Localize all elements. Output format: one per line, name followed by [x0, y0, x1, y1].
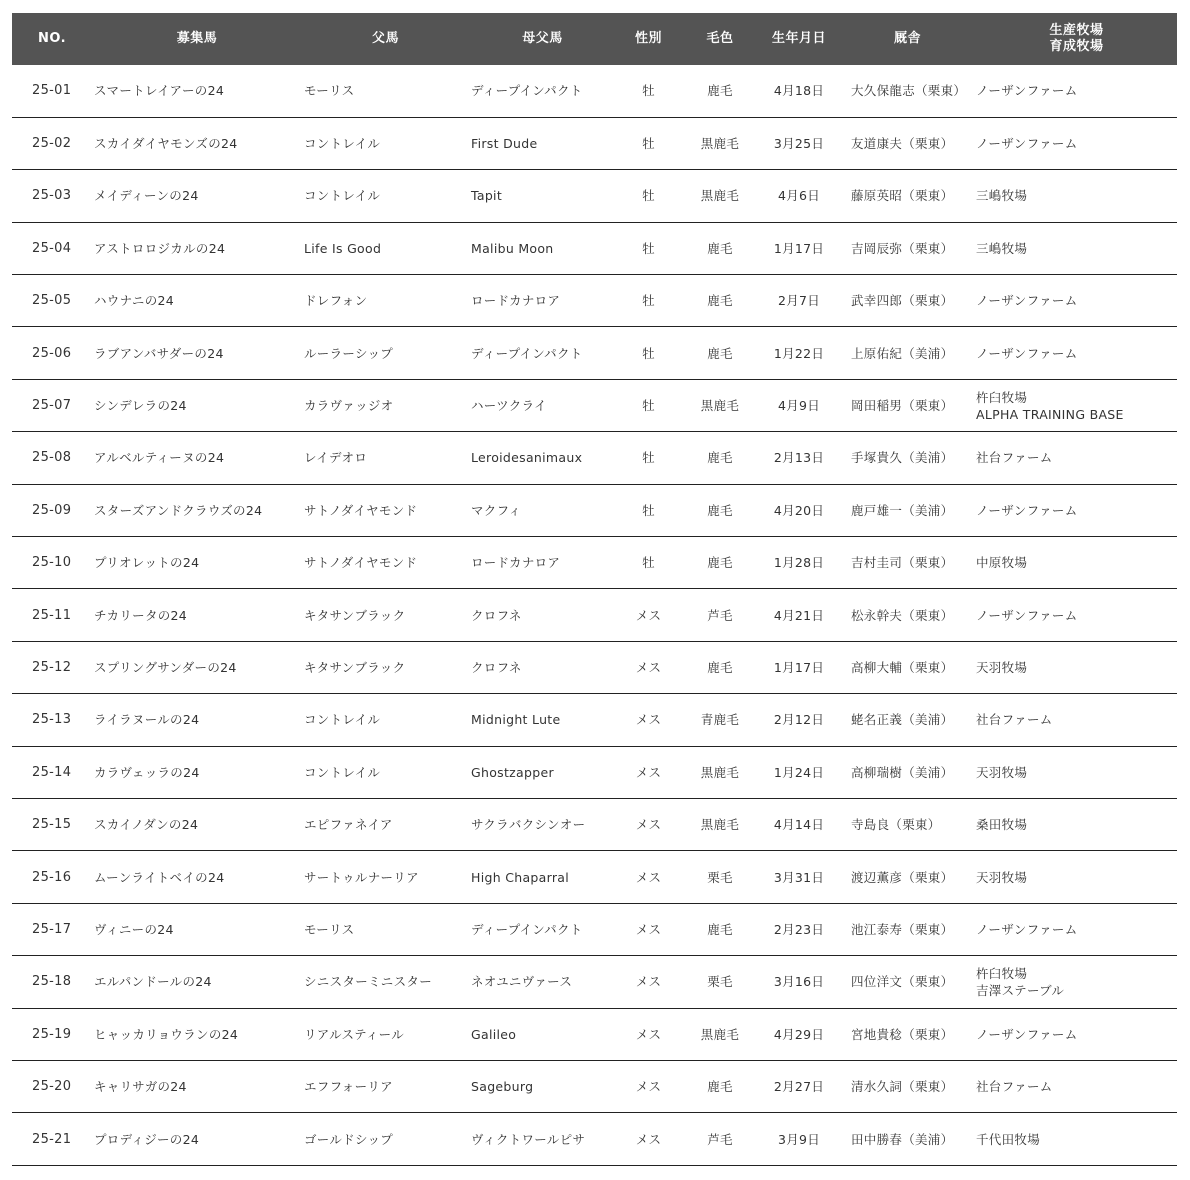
- farm-name: 天羽牧場: [976, 659, 1028, 675]
- cell-no: 25-07: [32, 398, 72, 414]
- horse-listing-table: [12, 13, 1177, 1166]
- cell-damsire: Malibu Moon: [471, 240, 554, 256]
- cell-horse-name: シンデレラの24: [94, 398, 187, 414]
- cell-farm: [976, 222, 1177, 274]
- cell-damsire: Ghostzapper: [471, 764, 554, 780]
- cell-coat-color: 栗毛: [707, 974, 733, 990]
- table-row: [12, 798, 1177, 850]
- cell-no: 25-17: [32, 921, 72, 937]
- cell-horse-name: ヴィニーの24: [94, 921, 174, 937]
- cell-no: 25-08: [32, 450, 72, 466]
- cell-sire: エピファネイア: [304, 817, 393, 833]
- cell-no: 25-02: [32, 136, 72, 152]
- farm-name: ノーザンファーム: [976, 293, 1078, 309]
- cell-sire: ドレフォン: [304, 293, 368, 309]
- cell-damsire: ロードカナロア: [471, 555, 561, 571]
- cell-coat-color: 鹿毛: [707, 83, 733, 99]
- cell-horse-name: ラブアンバサダーの24: [94, 345, 224, 361]
- cell-stable: 四位洋文（栗東）: [851, 974, 954, 990]
- farm-name: 社台ファーム: [976, 1079, 1053, 1095]
- farm-name: ノーザンファーム: [976, 1026, 1078, 1042]
- cell-stable: 清水久詞（栗東）: [851, 1079, 954, 1095]
- table-row: [12, 432, 1177, 484]
- cell-sire: シニスターミニスター: [304, 974, 433, 990]
- cell-damsire: Galileo: [471, 1026, 517, 1042]
- cell-horse-name: キャリサガの24: [94, 1079, 187, 1095]
- cell-birthdate: 1月24日: [773, 764, 825, 780]
- cell-stable: 大久保龍志（栗東）: [851, 83, 967, 99]
- table-row: [12, 1060, 1177, 1112]
- cell-no: 25-13: [32, 712, 72, 728]
- cell-no: 25-10: [32, 555, 72, 571]
- table-header: [12, 13, 1177, 65]
- cell-horse-name: カラヴェッラの24: [94, 764, 200, 780]
- cell-stable: 武幸四郎（栗東）: [851, 293, 954, 309]
- cell-birthdate: 1月28日: [773, 555, 825, 571]
- farm-name: 社台ファーム: [976, 450, 1053, 466]
- table-row: [12, 484, 1177, 536]
- cell-birthdate: 1月22日: [773, 345, 825, 361]
- header-farm-training: 育成牧場: [1049, 39, 1104, 54]
- cell-damsire: マクフィ: [471, 502, 522, 518]
- cell-horse-name: プリオレットの24: [94, 555, 200, 571]
- cell-no: 25-12: [32, 659, 72, 675]
- cell-birthdate: 4月20日: [773, 502, 825, 518]
- cell-coat-color: 鹿毛: [707, 240, 733, 256]
- cell-no: 25-03: [32, 188, 72, 204]
- farm-name: ノーザンファーム: [976, 502, 1078, 518]
- cell-damsire: ネオユニヴァース: [471, 974, 573, 990]
- header-no: NO.: [37, 31, 67, 46]
- cell-coat-color: 鹿毛: [707, 502, 733, 518]
- cell-stable: 高柳大輔（栗東）: [851, 659, 954, 675]
- cell-horse-name: メイディーンの24: [94, 188, 199, 204]
- cell-no: 25-15: [32, 817, 72, 833]
- cell-birthdate: 4月14日: [773, 817, 825, 833]
- cell-sex: 牡: [642, 450, 655, 466]
- cell-birthdate: 4月18日: [773, 83, 825, 99]
- cell-damsire: Tapit: [471, 188, 503, 204]
- cell-birthdate: 2月13日: [773, 450, 825, 466]
- cell-sire: サトノダイヤモンド: [304, 502, 418, 518]
- cell-stable: 蛯名正義（美浦）: [851, 712, 954, 728]
- cell-farm: [976, 1113, 1177, 1165]
- cell-sire: モーリス: [304, 921, 355, 937]
- cell-sex: 牡: [642, 83, 655, 99]
- cell-damsire: High Chaparral: [471, 869, 569, 885]
- cell-sire: リアルスティール: [304, 1026, 405, 1042]
- cell-coat-color: 栗毛: [707, 869, 733, 885]
- cell-sex: メス: [635, 1131, 662, 1147]
- cell-horse-name: アストロロジカルの24: [94, 240, 226, 256]
- cell-sex: メス: [635, 712, 662, 728]
- farm-name: 天羽牧場: [976, 869, 1028, 885]
- cell-horse-name: スプリングサンダーの24: [94, 659, 237, 675]
- cell-no: 25-04: [32, 240, 72, 256]
- cell-damsire: ハーツクライ: [471, 398, 547, 414]
- cell-sex: 牡: [642, 240, 655, 256]
- cell-stable: 上原佑紀（美浦）: [851, 345, 954, 361]
- table-row: [12, 851, 1177, 903]
- cell-farm: [976, 379, 1177, 431]
- cell-farm: [976, 694, 1177, 746]
- cell-sex: 牡: [642, 555, 655, 571]
- cell-sex: 牡: [642, 502, 655, 518]
- cell-coat-color: 芦毛: [707, 607, 733, 623]
- table-row: [12, 694, 1177, 746]
- cell-damsire: サクラバクシンオー: [471, 817, 586, 833]
- cell-farm: [976, 641, 1177, 693]
- header-row: [12, 13, 1177, 65]
- farm-name: 三嶋牧場: [976, 188, 1028, 204]
- farm-name: 杵臼牧場: [976, 389, 1028, 405]
- farm-name: ノーザンファーム: [976, 345, 1078, 361]
- cell-birthdate: 2月12日: [773, 712, 825, 728]
- cell-damsire: ヴィクトワールピサ: [471, 1131, 586, 1147]
- cell-coat-color: 鹿毛: [707, 345, 733, 361]
- farm-name: ノーザンファーム: [976, 607, 1078, 623]
- cell-no: 25-14: [32, 764, 72, 780]
- cell-stable: 寺島良（栗東）: [851, 817, 941, 833]
- cell-farm: [976, 537, 1177, 589]
- cell-farm: [976, 851, 1177, 903]
- cell-farm: [976, 798, 1177, 850]
- table-row: [12, 170, 1177, 222]
- cell-sire: コントレイル: [304, 188, 381, 204]
- cell-stable: 岡田稲男（栗東）: [851, 398, 954, 414]
- cell-horse-name: チカリータの24: [94, 607, 188, 623]
- cell-sire: モーリス: [304, 83, 355, 99]
- cell-damsire: クロフネ: [471, 659, 522, 675]
- cell-no: 25-06: [32, 345, 72, 361]
- cell-birthdate: 3月16日: [773, 974, 825, 990]
- cell-stable: 友道康夫（栗東）: [851, 136, 954, 152]
- cell-horse-name: ムーンライトベイの24: [94, 869, 225, 885]
- cell-coat-color: 鹿毛: [707, 293, 733, 309]
- farm-name: 三嶋牧場: [976, 240, 1028, 256]
- cell-horse-name: スカイノダンの24: [94, 817, 199, 833]
- cell-sex: 牡: [642, 188, 655, 204]
- cell-horse-name: プロディジーの24: [94, 1131, 200, 1147]
- header-color: 毛色: [706, 31, 734, 46]
- cell-sex: 牡: [642, 136, 655, 152]
- table-row: [12, 222, 1177, 274]
- cell-birthdate: 4月9日: [777, 398, 821, 414]
- horse-table-container: [12, 13, 1177, 1166]
- cell-stable: 手塚貴久（美浦）: [851, 450, 954, 466]
- cell-sire: サートゥルナーリア: [304, 869, 419, 885]
- cell-no: 25-20: [32, 1079, 72, 1095]
- cell-stable: 宮地貴稔（栗東）: [851, 1026, 954, 1042]
- table-row: [12, 65, 1177, 117]
- cell-farm: [976, 484, 1177, 536]
- farm-name: 千代田牧場: [976, 1131, 1041, 1147]
- cell-farm: [976, 65, 1177, 117]
- header-sex: 性別: [634, 31, 662, 46]
- cell-coat-color: 黒鹿毛: [700, 764, 740, 780]
- cell-horse-name: スカイダイヤモンズの24: [94, 136, 238, 152]
- cell-coat-color: 黒鹿毛: [700, 817, 740, 833]
- table-row: [12, 537, 1177, 589]
- cell-birthdate: 4月6日: [777, 188, 821, 204]
- cell-horse-name: アルベルティーヌの24: [94, 450, 225, 466]
- farm-name: 中原牧場: [976, 555, 1028, 571]
- cell-coat-color: 黒鹿毛: [700, 136, 740, 152]
- cell-damsire: Sageburg: [471, 1079, 534, 1095]
- cell-no: 25-01: [32, 83, 72, 99]
- cell-stable: 池江泰寿（栗東）: [851, 921, 954, 937]
- cell-stable: 田中勝春（美浦）: [851, 1131, 954, 1147]
- table-row: [12, 903, 1177, 955]
- header-farm: [976, 13, 1177, 65]
- table-row: [12, 117, 1177, 169]
- cell-sire: レイデオロ: [304, 450, 368, 466]
- cell-damsire: ロードカナロア: [471, 293, 561, 309]
- cell-no: 25-21: [32, 1131, 72, 1147]
- cell-farm: [976, 327, 1177, 379]
- cell-horse-name: ハウナニの24: [94, 293, 175, 309]
- farm-name: 吉澤ステーブル: [976, 982, 1065, 998]
- cell-birthdate: 3月9日: [777, 1131, 821, 1147]
- cell-sire: ルーラーシップ: [304, 345, 394, 361]
- cell-stable: 松永幹夫（栗東）: [851, 607, 954, 623]
- cell-farm: [976, 170, 1177, 222]
- farm-name: 社台ファーム: [976, 712, 1053, 728]
- cell-sex: 牡: [642, 293, 655, 309]
- header-sire: 父馬: [371, 31, 399, 46]
- cell-farm: [976, 1008, 1177, 1060]
- cell-sex: メス: [635, 1079, 662, 1095]
- cell-sex: メス: [635, 817, 662, 833]
- farm-name: 天羽牧場: [976, 764, 1028, 780]
- cell-sex: メス: [635, 1026, 662, 1042]
- cell-sex: メス: [635, 659, 662, 675]
- cell-coat-color: 黒鹿毛: [700, 1026, 740, 1042]
- table-row: [12, 275, 1177, 327]
- table-row: [12, 589, 1177, 641]
- cell-damsire: Leroidesanimaux: [471, 450, 583, 466]
- farm-name: 杵臼牧場: [976, 965, 1028, 981]
- farm-name: ノーザンファーム: [976, 83, 1078, 99]
- cell-sire: コントレイル: [304, 136, 381, 152]
- farm-name: ノーザンファーム: [976, 136, 1078, 152]
- cell-sex: 牡: [642, 398, 655, 414]
- cell-coat-color: 黒鹿毛: [700, 188, 740, 204]
- header-birth: 生年月日: [771, 31, 826, 46]
- table-row: [12, 327, 1177, 379]
- cell-coat-color: 鹿毛: [707, 659, 733, 675]
- cell-stable: 藤原英昭（栗東）: [851, 188, 954, 204]
- header-farm-breeding: 生産牧場: [1049, 23, 1104, 38]
- cell-no: 25-09: [32, 502, 72, 518]
- cell-stable: 吉岡辰弥（栗東）: [851, 240, 954, 256]
- cell-sex: メス: [635, 764, 662, 780]
- cell-coat-color: 鹿毛: [707, 450, 733, 466]
- cell-birthdate: 1月17日: [773, 240, 825, 256]
- cell-sex: メス: [635, 869, 662, 885]
- cell-coat-color: 青鹿毛: [700, 712, 740, 728]
- cell-no: 25-19: [32, 1026, 72, 1042]
- cell-no: 25-11: [32, 607, 72, 623]
- table-body: [12, 65, 1177, 1165]
- header-name: 募集馬: [176, 31, 218, 46]
- cell-sire: Life Is Good: [304, 240, 382, 256]
- cell-stable: 吉村圭司（栗東）: [851, 555, 954, 571]
- farm-name: 桑田牧場: [976, 817, 1028, 833]
- cell-farm: [976, 589, 1177, 641]
- cell-damsire: ディープインパクト: [471, 83, 583, 99]
- cell-sire: コントレイル: [304, 712, 381, 728]
- cell-damsire: Midnight Lute: [471, 712, 561, 728]
- cell-coat-color: 鹿毛: [707, 555, 733, 571]
- cell-sire: キタサンブラック: [304, 659, 406, 675]
- cell-no: 25-16: [32, 869, 72, 885]
- cell-farm: [976, 275, 1177, 327]
- cell-farm: [976, 117, 1177, 169]
- table-row: [12, 379, 1177, 431]
- cell-sire: コントレイル: [304, 764, 381, 780]
- cell-birthdate: 3月31日: [773, 869, 825, 885]
- cell-farm: [976, 432, 1177, 484]
- cell-coat-color: 芦毛: [707, 1131, 733, 1147]
- cell-stable: 鹿戸雄一（美浦）: [851, 502, 954, 518]
- cell-birthdate: 1月17日: [773, 659, 825, 675]
- cell-sex: メス: [635, 607, 662, 623]
- cell-sex: 牡: [642, 345, 655, 361]
- cell-no: 25-05: [32, 293, 72, 309]
- cell-birthdate: 2月23日: [773, 921, 825, 937]
- cell-sire: ゴールドシップ: [304, 1131, 394, 1147]
- table-row: [12, 746, 1177, 798]
- cell-coat-color: 鹿毛: [707, 921, 733, 937]
- cell-birthdate: 2月27日: [773, 1079, 825, 1095]
- cell-coat-color: 黒鹿毛: [700, 398, 740, 414]
- header-stable: 厩舎: [893, 31, 921, 46]
- cell-sire: サトノダイヤモンド: [304, 555, 418, 571]
- table-row: [12, 1113, 1177, 1165]
- table-row: [12, 641, 1177, 693]
- cell-sire: キタサンブラック: [304, 607, 406, 623]
- cell-farm: [976, 903, 1177, 955]
- farm-name: ノーザンファーム: [976, 921, 1078, 937]
- cell-damsire: First Dude: [471, 136, 538, 152]
- cell-sire: カラヴァッジオ: [304, 398, 394, 414]
- cell-birthdate: 2月7日: [777, 293, 821, 309]
- cell-damsire: クロフネ: [471, 607, 522, 623]
- cell-farm: [976, 1060, 1177, 1112]
- cell-stable: 渡辺薫彦（栗東）: [851, 869, 954, 885]
- cell-birthdate: 4月21日: [773, 607, 825, 623]
- cell-horse-name: ヒャッカリョウランの24: [94, 1026, 239, 1042]
- cell-coat-color: 鹿毛: [707, 1079, 733, 1095]
- cell-sex: メス: [635, 974, 662, 990]
- cell-horse-name: スマートレイアーの24: [94, 83, 225, 99]
- cell-stable: 高柳瑞樹（美浦）: [851, 764, 954, 780]
- cell-horse-name: スターズアンドクラウズの24: [94, 502, 263, 518]
- cell-damsire: ディープインパクト: [471, 345, 583, 361]
- cell-farm: [976, 746, 1177, 798]
- cell-sex: メス: [635, 921, 662, 937]
- cell-horse-name: エルパンドールの24: [94, 974, 212, 990]
- header-damsire: 母父馬: [522, 31, 563, 46]
- cell-birthdate: 3月25日: [773, 136, 825, 152]
- cell-horse-name: ライラヌールの24: [94, 712, 200, 728]
- cell-birthdate: 4月29日: [773, 1026, 825, 1042]
- cell-no: 25-18: [32, 974, 72, 990]
- cell-sire: エフフォーリア: [304, 1079, 393, 1095]
- cell-damsire: ディープインパクト: [471, 921, 583, 937]
- table-row: [12, 1008, 1177, 1060]
- table-row: [12, 956, 1177, 1008]
- farm-name: ALPHA TRAINING BASE: [976, 406, 1124, 422]
- cell-farm: [976, 956, 1177, 1008]
